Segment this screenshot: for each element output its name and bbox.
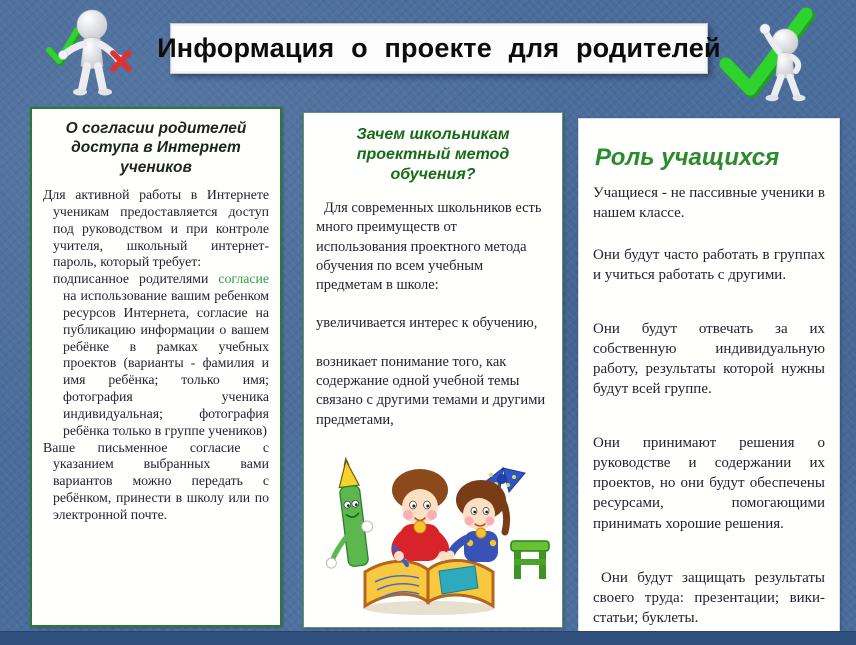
panel-right-paragraph-4: Они принимают решения о руководстве и содержании их проектов, но они будут обеспечены ресурсами, помогающими принимать хорошие решения.	[593, 435, 825, 532]
figure-check-cross-icon	[35, 4, 160, 96]
paragraph-2-pre: подписанное родителями	[53, 271, 219, 287]
panel-left-paragraph-1: Для активной работы в Интернете ученикам предоставляется доступ под руководством и при контроле учителя, школьный интернет-пароль, который требует:	[43, 187, 269, 270]
paragraph-2-post: на использование вашим ребенком ресурсов Интернета, согласие на публикацию информации о вашем ребёнке в рамках учебных проектов (варианты - фамилия и имя ребёнка; только имя; фотография ученика индивидуальная; фотография ребёнка только в группе учеников)	[63, 288, 269, 438]
panel-middle-paragraph-2: увеличивается интерес к обучению,	[316, 315, 538, 332]
panel-middle-heading: Зачем школьникам проектный метод обучения?	[356, 126, 510, 183]
soglasie-link[interactable]: согласие	[218, 271, 269, 287]
page-title: Информация о проекте для родителей	[170, 23, 708, 74]
panel-why-project-method	[303, 112, 563, 628]
panel-right-heading: Роль учащихся	[595, 144, 780, 171]
children-writing-illustration	[315, 444, 551, 622]
panel-middle-paragraph-3: возникает понимание того, как содержание одной учебной темы связано с другими темами и другими предметами,	[316, 353, 546, 428]
panel-left-paragraph-2	[43, 271, 269, 439]
panel-middle-paragraph-1: Для современных школьников есть много преимуществ от использования проектного метода обучения по всем учебным предметам в школе:	[316, 200, 542, 294]
panel-parent-consent	[30, 107, 282, 627]
panel-left-paragraph-3: Ваше письменное согласие с указанием выбранных вами вариантов можно передать с ребёнком, принести в школу или по электронной почте.	[43, 439, 269, 522]
panel-right-paragraph-5: Они будут защищать результаты своего труда: презентации; вики-статьи; буклеты.	[593, 569, 825, 626]
panel-right-paragraph-1: Учащиеся - не пассивные ученики в нашем классе.	[593, 185, 825, 222]
panel-student-role	[578, 118, 840, 632]
figure-big-check-icon	[708, 2, 856, 102]
panel-right-paragraph-2: Они будут часто работать в группах и учиться работать с другими.	[593, 246, 825, 283]
panel-left-heading: О согласии родителей доступа в Интернет учеников	[65, 120, 247, 176]
bottom-border-strip	[0, 631, 856, 645]
panel-right-paragraph-3: Они будут отвечать за их собственную индивидуальную работу, результаты которой нужны будут всей группе.	[593, 320, 825, 398]
